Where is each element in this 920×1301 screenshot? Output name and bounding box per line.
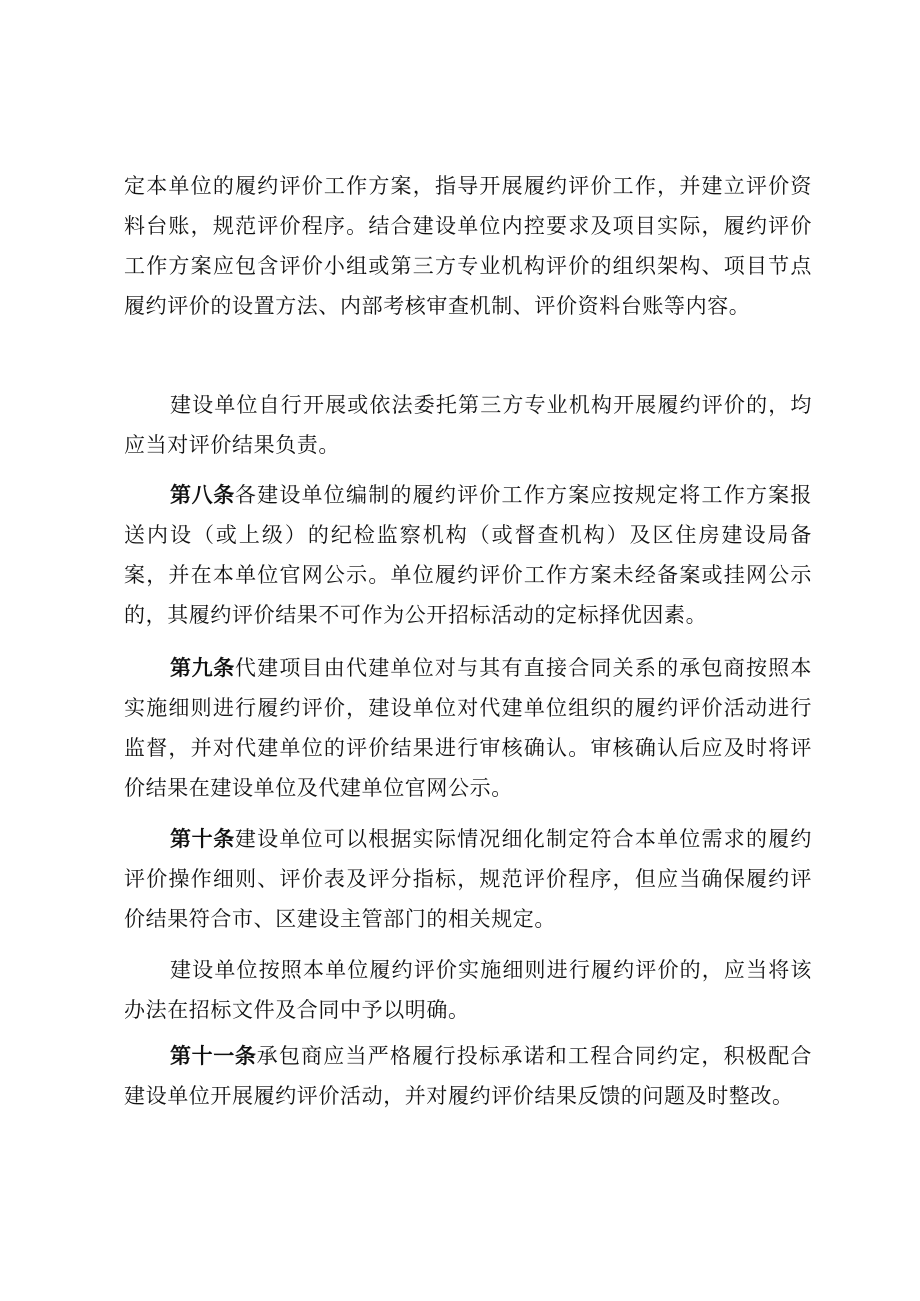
paragraph-text: 承包商应当严格履行投标承诺和工程合同约定，积极配合建设单位开展履约评价活动，并对履约评价结果反馈的问题及时整改。 [124, 1044, 813, 1108]
paragraph-text: 各建设单位编制的履约评价工作方案应按规定将工作方案报送内设（或上级）的纪检监察机构（或督查机构）及区住房建设局备案，并在本单位官网公示。单位履约评价工作方案未经备案或挂网公示的，其履约评价结果不可作为公开招标活动的定标择优因素。 [124, 483, 812, 627]
paragraph-text: 建设单位可以根据实际情况细化制定符合本单位需求的履约评价操作细则、评价表及评分指标，规范评价程序，但应当确保履约评价结果符合市、区建设主管部门的相关规定。 [124, 827, 812, 931]
paragraph-self-evaluation [124, 385, 812, 465]
article-heading: 第十一条 [170, 1044, 257, 1068]
article-10 [124, 819, 812, 939]
paragraph-text: 建设单位自行开展或依法委托第三方专业机构开展履约评价的，均应当对评价结果负责。 [124, 393, 812, 457]
paragraph-continuation [124, 166, 812, 326]
article-heading: 第十条 [170, 827, 235, 851]
paragraph-text: 定本单位的履约评价工作方案，指导开展履约评价工作，并建立评价资料台账，规范评价程序。结合建设单位内控要求及项目实际，履约评价工作方案应包含评价小组或第三方专业机构评价的组织架构、项目节点履约评价的设置方法、内部考核审查机制、评价资料台账等内容。 [124, 174, 812, 318]
article-heading: 第九条 [170, 656, 235, 680]
article-heading: 第八条 [170, 483, 235, 507]
paragraph-text: 建设单位按照本单位履约评价实施细则进行履约评价的，应当将该办法在招标文件及合同中予以明确。 [124, 958, 812, 1022]
article-9 [124, 648, 812, 808]
paragraph-detail-rules [124, 950, 812, 1030]
article-8 [124, 475, 812, 635]
paragraph-text: 代建项目由代建单位对与其有直接合同关系的承包商按照本实施细则进行履约评价，建设单位对代建单位组织的履约评价活动进行监督，并对代建单位的评价结果进行审核确认。审核确认后应及时将评价结果在建设单位及代建单位官网公示。 [124, 656, 812, 800]
article-11 [124, 1036, 812, 1116]
